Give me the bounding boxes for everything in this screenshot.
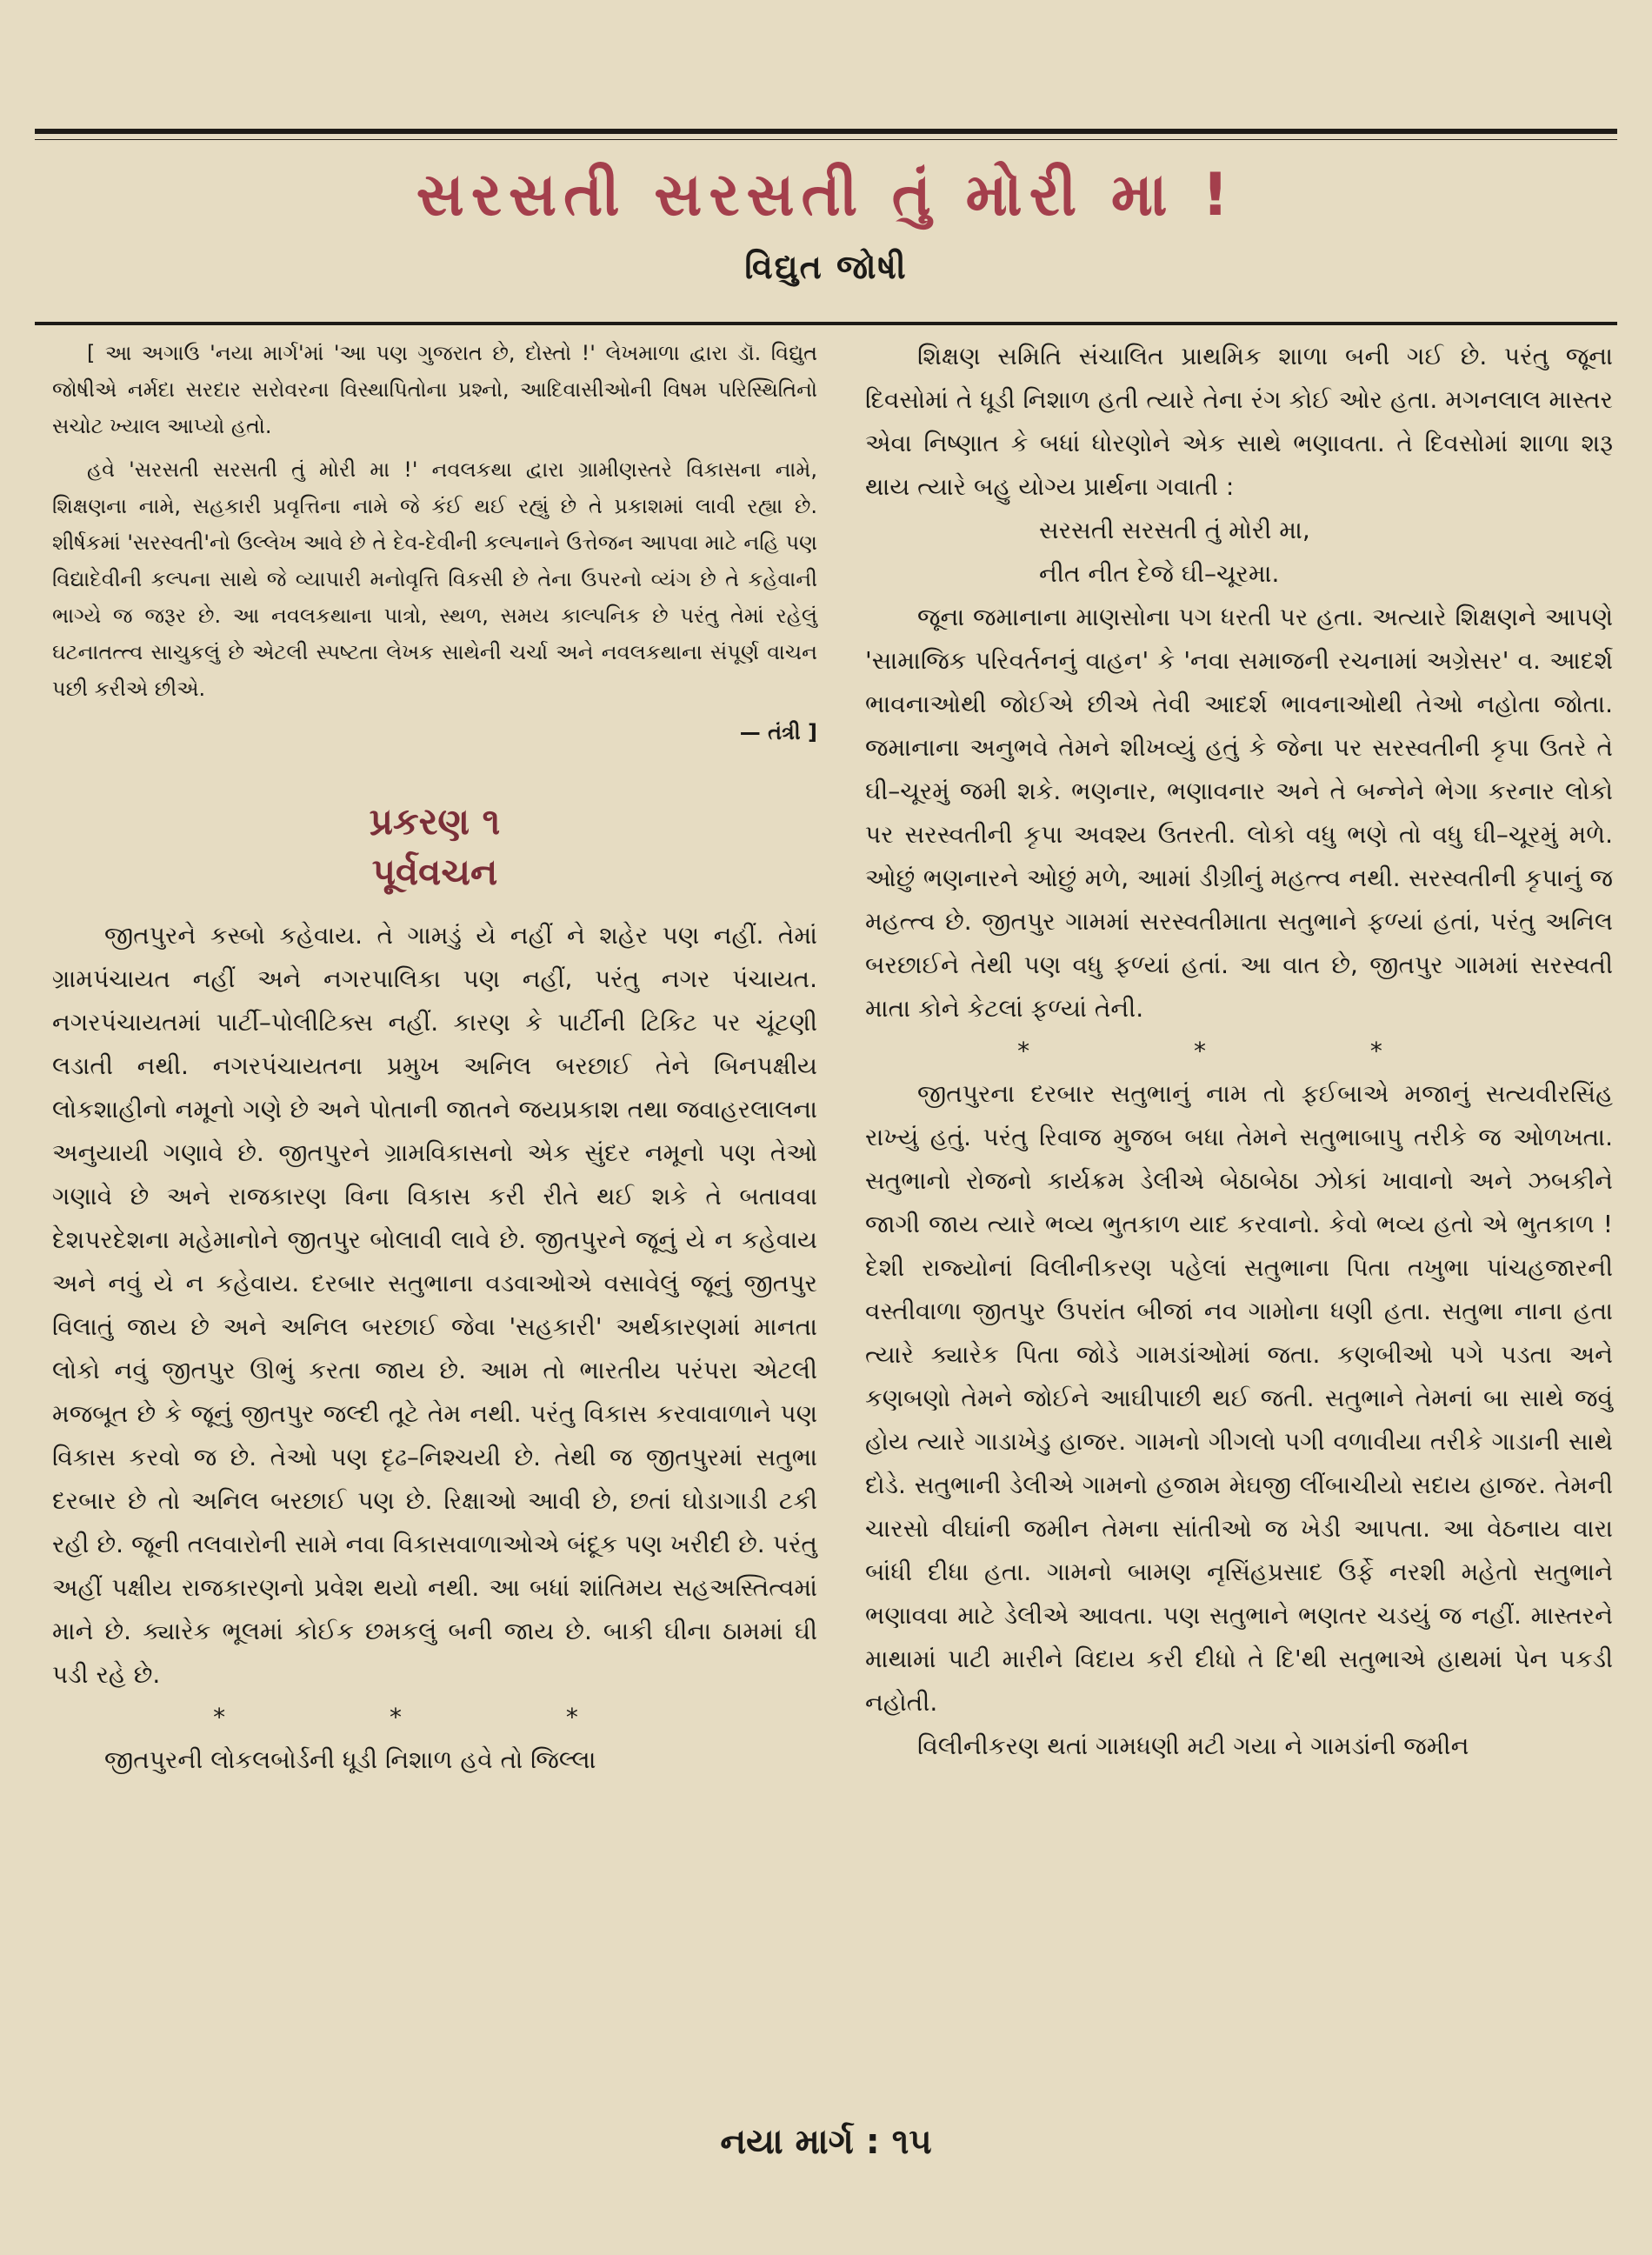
editor-note-paragraph-2: હવે 'સરસતી સરસતી તું મોરી મા !' નવલકથા દ્વારા ગ્રામીણસ્તરે વિકાસના નામે, શિક્ષણના નામે, સહકારી પ્રવૃત્તિના નામે જે કંઈ થઈ રહ્યું છે તે પ્રકાશમાં લાવી રહ્યા છે. શીર્ષકમાં 'સરસ્વતી'નો ઉલ્લેખ આવે છે તે દેવ-દેવીની કલ્પનાને ઉત્તેજન આપવા માટે નહિ પણ વિદ્યાદેવીની કલ્પના સાથે જે વ્યાપારી મનોવૃત્તિ વિકસી છે તેના ઉપરનો વ્યંગ છે તે કહેવાની ભાગ્યે જ જરૂર છે. આ નવલકથાના પાત્રો, સ્થળ, સમય કાલ્પનિક છે પરંતુ તેમાં રહેલું ઘટનાતત્ત્વ સાચુકલું છે એટલી સ્પષ્ટતા લેખક સાથેની ચર્ચા અને નવલકથાના સંપૂર્ણ વાચન પછી કરીએ છીએ. bbox=[52, 457, 817, 701]
section-separator: * * * bbox=[213, 1703, 656, 1731]
prayer-verse-line-2: નીત નીત દેજે ઘી–ચૂરમા. bbox=[1039, 559, 1280, 588]
section-separator: * * * bbox=[1017, 1037, 1461, 1065]
right-paragraph-2: જૂના જમાનાના માણસોના પગ ધરતી પર હતા. અત્યારે શિક્ષણને આપણે 'સામાજિક પરિવર્તનનું વાહન' કે 'નવા સમાજની રચનામાં અગ્રેસર' વ. આદર્શ ભાવનાઓથી જોઈએ છીએ તેવી આદર્શ ભાવનાઓથી તેઓ નહોતા જોતા. જમાનાના અનુભવે તેમને શીખવ્યું હતું કે જેના પર સરસ્વતીની કૃપા ઉતરે તે ઘી–ચૂરમું જમી શકે. ભણનાર, ભણાવનાર અને તે બન્નેને ભેગા કરનાર લોકો પર સરસ્વતીની કૃપા અવશ્ય ઉતરતી. લોકો વધુ ભણે તો વધુ ઘી–ચૂરમું મળે. ઓછું ભણનારને ઓછું મળે, આમાં ડીગ્રીનું મહત્ત્વ નથી. સરસ્વતીની કૃપાનું જ મહત્ત્વ છે. જીતપુર ગામમાં સરસ્વતીમાતા સતુભાને ફળ્યાં હતાં, પરંતુ અનિલ બરછાઈને તેથી પણ વધુ ફળ્યાં હતાં. આ વાત છે, જીતપુર ગામમાં સરસ્વતી માતા કોને કેટલાં ફળ્યાં તેની. bbox=[865, 603, 1613, 1023]
top-rule bbox=[35, 129, 1617, 134]
chapter-title: પૂર્વવચન bbox=[371, 851, 498, 893]
right-body bbox=[865, 335, 1613, 1768]
page-footer: નયા માર્ગ : ૧૫ bbox=[720, 2122, 932, 2162]
top-thin-rule bbox=[35, 139, 1617, 140]
left-body bbox=[52, 914, 817, 1782]
editor-note bbox=[52, 335, 817, 751]
right-paragraph-4: વિલીનીકરણ થતાં ગામધણી મટી ગયા ને ગામડાંની જમીન bbox=[917, 1731, 1469, 1760]
article-author: વિદ્યુત જોષી bbox=[744, 248, 908, 286]
left-paragraph-1: જીતપુરને કસ્બો કહેવાય. તે ગામડું યે નહીં ને શહેર પણ નહીં. તેમાં ગ્રામપંચાયત નહીં અને નગરપાલિકા પણ નહીં, પરંતુ નગર પંચાયત. નગરપંચાયતમાં પાર્ટી–પોલીટિક્સ નહીં. કારણ કે પાર્ટીની ટિકિટ પર ચૂંટણી લડાતી નથી. નગરપંચાયતના પ્રમુખ અનિલ બરછાઈ તેને બિનપક્ષીય લોકશાહીનો નમૂનો ગણે છે અને પોતાની જાતને જયપ્રકાશ તથા જવાહરલાલના અનુયાયી ગણાવે છે. જીતપુરને ગ્રામવિકાસનો એક સુંદર નમૂનો પણ તેઓ ગણાવે છે અને રાજકારણ વિના વિકાસ કરી રીતે થઈ શકે તે બતાવવા દેશપરદેશના મહેમાનોને જીતપુર બોલાવી લાવે છે. જીતપુરને જૂનું યે ન કહેવાય અને નવું યે ન કહેવાય. દરબાર સતુભાના વડવાઓએ વસાવેલું જૂનું જીતપુર વિલાતું જાય છે અને અનિલ બરછાઈ જેવા 'સહકારી' અર્થકારણમાં માનતા લોકો નવું જીતપુર ઊભું કરતા જાય છે. આમ તો ભારતીય પરંપરા એટલી મજબૂત છે કે જૂનું જીતપુર જલ્દી તૂટે તેમ નથી. પરંતુ વિકાસ કરવાવાળાને પણ વિકાસ કરવો જ છે. તેઓ પણ દૃઢ–નિશ્ચયી છે. તેથી જ જીતપુરમાં સતુભા દરબાર છે તો અનિલ બરછાઈ પણ છે. રિક્ષાઓ આવી છે, છતાં ઘોડાગાડી ટકી રહી છે. જૂની તલવારોની સામે નવા વિકાસવાળાઓએ બંદૂક પણ ખરીદી છે. પરંતુ અહીં પક્ષીય રાજકારણનો પ્રવેશ થયો નથી. આ બધાં શાંતિમય સહઅસ્તિત્વમાં માને છે. ક્યારેક ભૂલમાં કોઈક છમકલું બની જાય છે. બાકી ઘીના ઠામમાં ઘી પડી રહે છે. bbox=[52, 921, 817, 1689]
right-paragraph-3: જીતપુરના દરબાર સતુભાનું નામ તો ફઈબાએ મજાનું સત્યવીરસિંહ રાખ્યું હતું. પરંતુ રિવાજ મુજબ બધા તેમને સતુભાબાપુ તરીકે જ ઓળખતા. સતુભાનો રોજનો કાર્યક્રમ ડેલીએ બેઠાબેઠા ઝોકાં ખાવાનો અને ઝબકીને જાગી જાય ત્યારે ભવ્ય ભુતકાળ યાદ કરવાનો. કેવો ભવ્ય હતો એ ભુતકાળ ! દેશી રાજ્યોનાં વિલીનીકરણ પહેલાં સતુભાના પિતા તખુભા પાંચહજારની વસ્તીવાળા જીતપુર ઉપરાંત બીજાં નવ ગામોના ધણી હતા. સતુભા નાના હતા ત્યારે ક્યારેક પિતા જોડે ગામડાંઓમાં જતા. કણબીઓ પગે પડતા અને કણબણો તેમને જોઈને આઘીપાછી થઈ જતી. સતુભાને તેમનાં બા સાથે જવું હોય ત્યારે ગાડાખેડુ હાજર. ગામનો ગીગલો પગી વળાવીયા તરીકે ગાડાની સાથે દોડે. સતુભાની ડેલીએ ગામનો હજામ મેઘજી લીંબાચીયો સદાય હાજર. તેમની ચારસો વીઘાંની જમીન તેમના સાંતીઓ જ ખેડી આપતા. આ વેઠનાય વારા બાંધી દીધા હતા. ગામનો બામણ નૃસિંહપ્રસાદ ઉર્ફે નરશી મહેતો સતુભાને ભણાવવા માટે ડેલીએ આવતા. પણ સતુભાને ભણતર ચડયું જ નહીં. માસ્તરને માથામાં પાટી મારીને વિદાય કરી દીધો તે દિ'થી સતુભાએ હાથમાં પેન પકડી નહોતી. bbox=[865, 1079, 1613, 1717]
right-paragraph-1: શિક્ષણ સમિતિ સંચાલિત પ્રાથમિક શાળા બની ગઈ છે. પરંતુ જૂના દિવસોમાં તે ધૂડી નિશાળ હતી ત્યારે તેના રંગ કોઈ ઓર હતા. મગનલાલ માસ્તર એવા નિષ્ણાત કે બધાં ધોરણોને એક સાથે ભણાવતા. તે દિવસોમાં શાળા શરૂ થાય ત્યારે બહુ યોગ્ય પ્રાર્થના ગવાતી : bbox=[865, 342, 1613, 501]
prayer-verse-line-1: સરસતી સરસતી તું મોરી મા, bbox=[1039, 516, 1310, 544]
article-title: સરસતી સરસતી તું મોરી મા ! bbox=[416, 161, 1236, 230]
header-divider bbox=[35, 322, 1617, 325]
chapter-number: પ્રકરણ ૧ bbox=[369, 800, 501, 843]
editor-note-paragraph-1: [ આ અગાઉ 'નયા માર્ગ'માં 'આ પણ ગુજરાત છે, દોસ્તો !' લેખમાળા દ્વારા ડૉ. વિદ્યુત જોષીએ નર્મદા સરદાર સરોવરના વિસ્થાપિતોના પ્રશ્નો, આદિવાસીઓની વિષમ પરિસ્થિતિનો સચોટ ખ્યાલ આપ્યો હતો. bbox=[52, 341, 817, 438]
left-paragraph-2: જીતપુરની લોકલબોર્ડની ધૂડી નિશાળ હવે તો જિલ્લા bbox=[104, 1745, 596, 1774]
right-column bbox=[865, 335, 1613, 1768]
editor-signature: — તંત્રી ] bbox=[739, 720, 817, 744]
left-column bbox=[52, 335, 817, 1782]
